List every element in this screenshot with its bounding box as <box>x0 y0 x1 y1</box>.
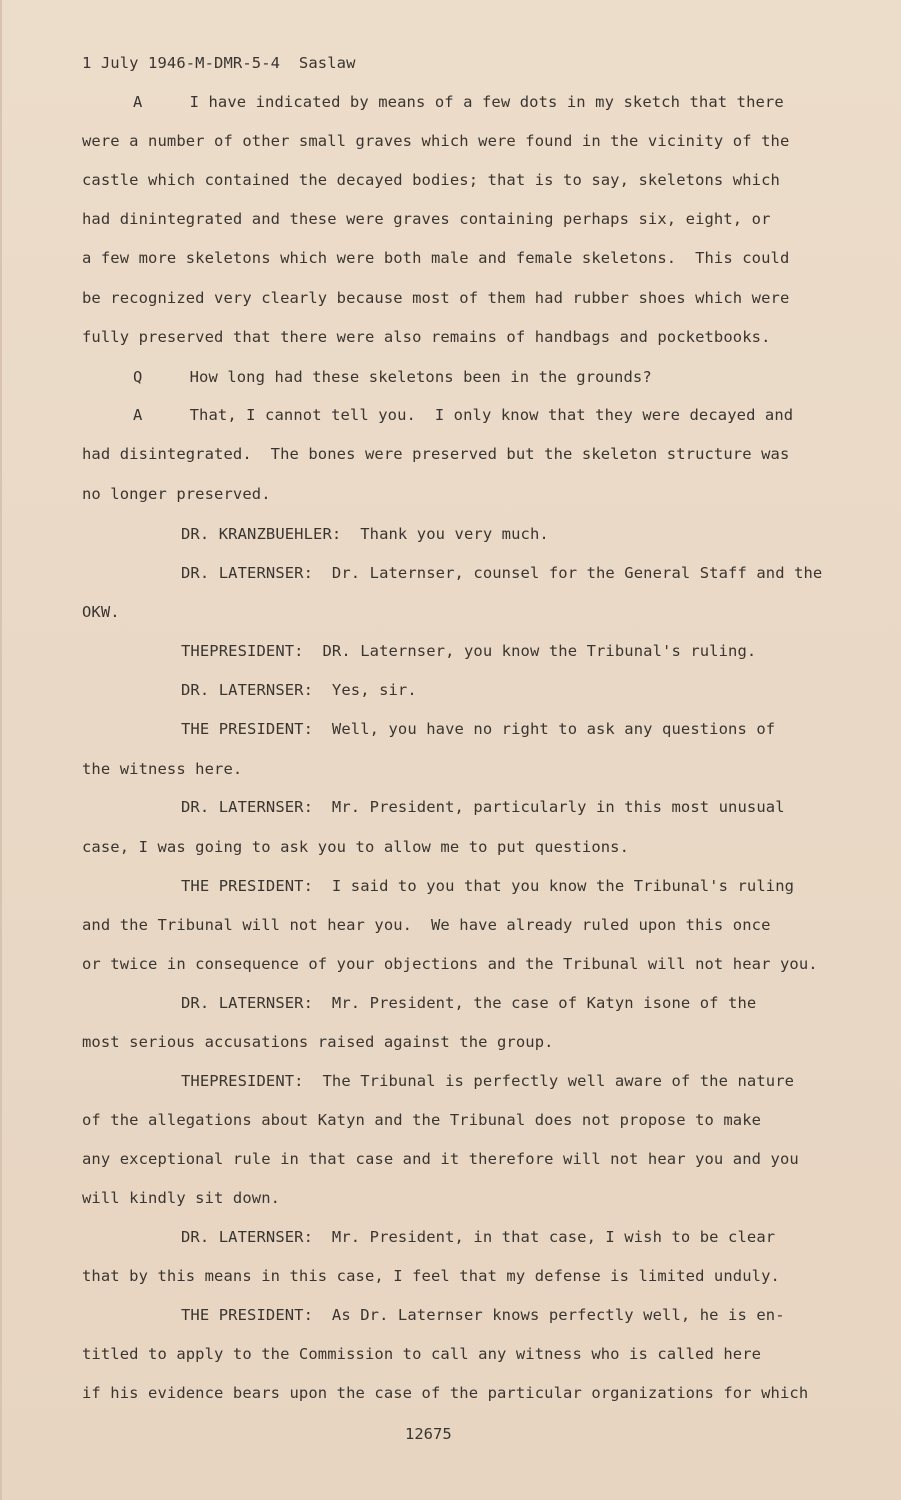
transcript-line: Q How long had these skeletons been in the grounds? <box>133 368 652 386</box>
transcript-line: castle which contained the decayed bodies; that is to say, skeletons which <box>82 171 780 189</box>
transcript-line: OKW. <box>82 603 120 621</box>
page-number: 12675 <box>405 1425 452 1443</box>
transcript-line: any exceptional rule in that case and it therefore will not hear you and you <box>82 1150 799 1168</box>
transcript-line: no longer preserved. <box>82 485 271 503</box>
transcript-line: A That, I cannot tell you. I only know that they were decayed and <box>133 406 794 424</box>
transcript-line: DR. LATERNSER: Yes, sir. <box>181 681 417 699</box>
transcript-line: THEPRESIDENT: DR. Laternser, you know the Tribunal's ruling. <box>181 642 757 660</box>
transcript-line: of the allegations about Katyn and the Tribunal does not propose to make <box>82 1111 762 1129</box>
transcript-line: A I have indicated by means of a few dots in my sketch that there <box>133 93 784 111</box>
transcript-line: that by this means in this case, I feel that my defense is limited unduly. <box>82 1267 780 1285</box>
transcript-line: DR. LATERNSER: Dr. Laternser, counsel for the General Staff and the <box>181 564 823 582</box>
transcript-line: if his evidence bears upon the case of the particular organizations for which <box>82 1384 809 1402</box>
transcript-line: THE PRESIDENT: As Dr. Laternser knows perfectly well, he is en- <box>181 1306 785 1324</box>
transcript-line: a few more skeletons which were both male and female skeletons. This could <box>82 249 790 267</box>
transcript-line: had dinintegrated and these were graves containing perhaps six, eight, or <box>82 210 771 228</box>
transcript-line: DR. LATERNSER: Mr. President, the case of Katyn isone of the <box>181 994 757 1012</box>
transcript-line: DR. LATERNSER: Mr. President, in that case, I wish to be clear <box>181 1228 776 1246</box>
transcript-line: DR. LATERNSER: Mr. President, particularly in this most unusual <box>181 798 785 816</box>
document-header: 1 July 1946-M-DMR-5-4 Saslaw <box>82 54 356 72</box>
transcript-line: be recognized very clearly because most of them had rubber shoes which were <box>82 289 790 307</box>
transcript-line: DR. KRANZBUEHLER: Thank you very much. <box>181 525 549 543</box>
transcript-line: and the Tribunal will not hear you. We have already ruled upon this once <box>82 916 771 934</box>
transcript-line: will kindly sit down. <box>82 1189 281 1207</box>
transcript-line: the witness here. <box>82 760 243 778</box>
transcript-line: had disintegrated. The bones were preserved but the skeleton structure was <box>82 445 790 463</box>
transcript-line: titled to apply to the Commission to call any witness who is called here <box>82 1345 762 1363</box>
transcript-line: THE PRESIDENT: Well, you have no right to ask any questions of <box>181 720 776 738</box>
transcript-line: case, I was going to ask you to allow me to put questions. <box>82 838 630 856</box>
transcript-line: THE PRESIDENT: I said to you that you know the Tribunal's ruling <box>181 877 795 895</box>
transcript-line: most serious accusations raised against the group. <box>82 1033 554 1051</box>
transcript-line: were a number of other small graves which were found in the vicinity of the <box>82 132 790 150</box>
transcript-line: or twice in consequence of your objections and the Tribunal will not hear you. <box>82 955 818 973</box>
transcript-line: fully preserved that there were also remains of handbags and pocketbooks. <box>82 328 771 346</box>
transcript-line: THEPRESIDENT: The Tribunal is perfectly well aware of the nature <box>181 1072 795 1090</box>
